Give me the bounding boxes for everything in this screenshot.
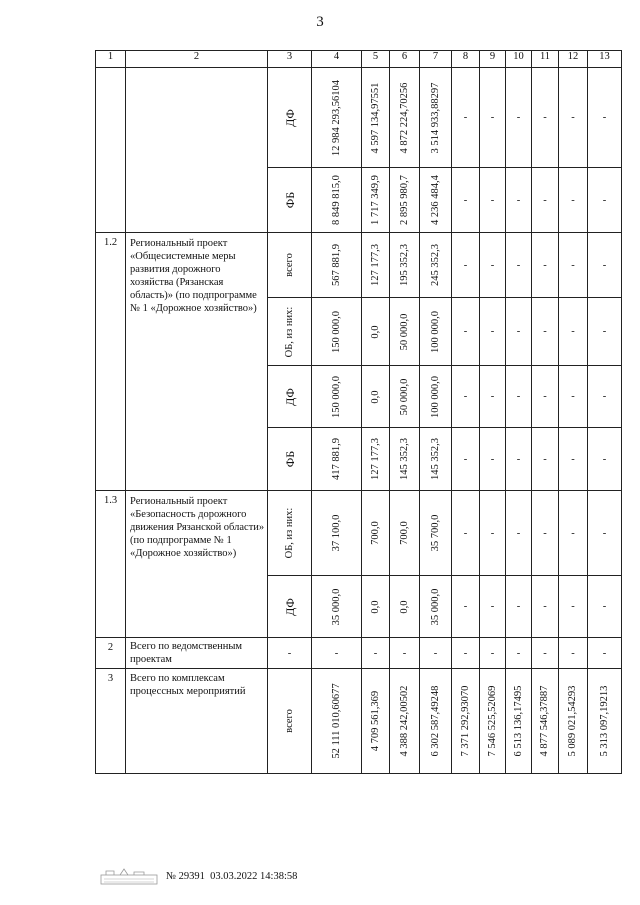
value-cell: 6 513 136,17495 — [506, 669, 532, 774]
dash-cell: - — [559, 638, 588, 669]
dash-cell: - — [532, 298, 559, 366]
dash-cell: - — [268, 638, 312, 669]
value-cell: 700,0 — [390, 491, 420, 576]
value-cell: 150 000,0 — [312, 298, 362, 366]
col-header: 5 — [362, 51, 390, 68]
dash-cell: - — [532, 576, 559, 638]
dash-cell: - — [559, 168, 588, 233]
col-header: 6 — [390, 51, 420, 68]
dash-cell: - — [559, 68, 588, 168]
value-cell: 6 302 587,49248 — [420, 669, 452, 774]
table-row — [96, 68, 622, 168]
value-cell: 145 352,3 — [390, 428, 420, 491]
value-cell: 2 895 980,7 — [390, 168, 420, 233]
dash-cell: - — [559, 298, 588, 366]
col-header: 7 — [420, 51, 452, 68]
source-cell: всего — [268, 233, 312, 298]
value-cell: 8 849 815,0 — [312, 168, 362, 233]
col-header: 4 — [312, 51, 362, 68]
table-row — [96, 638, 622, 669]
value-cell: 100 000,0 — [420, 298, 452, 366]
dash-cell: - — [532, 168, 559, 233]
dash-cell: - — [480, 68, 506, 168]
row-name: Региональный проект «Общесистемные меры развития дорожного хозяйства (Рязанская область)» (по подпрограмме № 1 «Дорожное хозяйство») — [126, 233, 268, 491]
value-cell: 4 872 224,70256 — [390, 68, 420, 168]
dash-cell: - — [532, 428, 559, 491]
dash-cell: - — [452, 428, 480, 491]
row-name: Всего по ведомственным проектам — [126, 638, 268, 669]
dash-cell: - — [506, 68, 532, 168]
value-cell: 50 000,0 — [390, 298, 420, 366]
dash-cell: - — [532, 491, 559, 576]
col-header: 10 — [506, 51, 532, 68]
source-cell: ОБ, из них: — [268, 298, 312, 366]
table-row — [96, 491, 622, 576]
dash-cell: - — [532, 366, 559, 428]
dash-cell: - — [588, 366, 622, 428]
value-cell: 4 597 134,97551 — [362, 68, 390, 168]
value-cell: 145 352,3 — [420, 428, 452, 491]
value-cell: 5 313 097,19213 — [588, 669, 622, 774]
source-cell: всего — [268, 669, 312, 774]
value-cell: 37 100,0 — [312, 491, 362, 576]
value-cell: 4 709 561,369 — [362, 669, 390, 774]
registry-stamp-icon — [100, 867, 158, 887]
dash-cell: - — [588, 168, 622, 233]
row-number: 1.3 — [96, 491, 126, 638]
value-cell: 245 352,3 — [420, 233, 452, 298]
source-cell: ДФ — [268, 576, 312, 638]
dash-cell: - — [452, 233, 480, 298]
footer-stamp-text: № 29391 03.03.2022 14:38:58 — [166, 871, 298, 882]
col-header: 2 — [126, 51, 268, 68]
value-cell: 50 000,0 — [390, 366, 420, 428]
dash-cell: - — [588, 68, 622, 168]
dash-cell: - — [390, 638, 420, 669]
source-cell: ФБ — [268, 428, 312, 491]
source-cell: ФБ — [268, 168, 312, 233]
dash-cell: - — [312, 638, 362, 669]
value-cell: 3 514 933,88297 — [420, 68, 452, 168]
dash-cell: - — [452, 491, 480, 576]
dash-cell: - — [480, 233, 506, 298]
dash-cell: - — [506, 638, 532, 669]
source-cell: ДФ — [268, 68, 312, 168]
page-number: 3 — [316, 14, 324, 30]
dash-cell: - — [506, 233, 532, 298]
dash-cell: - — [588, 298, 622, 366]
col-header: 9 — [480, 51, 506, 68]
dash-cell: - — [506, 298, 532, 366]
header-row — [96, 51, 622, 68]
value-cell: 7 371 292,93070 — [452, 669, 480, 774]
dash-cell: - — [480, 298, 506, 366]
value-cell: 1 717 349,9 — [362, 168, 390, 233]
row-name — [126, 68, 268, 233]
value-cell: 150 000,0 — [312, 366, 362, 428]
dash-cell: - — [506, 168, 532, 233]
col-header: 12 — [559, 51, 588, 68]
value-cell: 12 984 293,56104 — [312, 68, 362, 168]
dash-cell: - — [452, 298, 480, 366]
col-header: 11 — [532, 51, 559, 68]
value-cell: 4 388 242,00502 — [390, 669, 420, 774]
dash-cell: - — [452, 576, 480, 638]
value-cell: 5 089 021,54293 — [559, 669, 588, 774]
dash-cell: - — [362, 638, 390, 669]
row-name: Всего по комплексам процессных мероприятий — [126, 669, 268, 774]
col-header: 8 — [452, 51, 480, 68]
dash-cell: - — [532, 233, 559, 298]
value-cell: 7 546 525,52069 — [480, 669, 506, 774]
row-number: 2 — [96, 638, 126, 669]
value-cell: 567 881,9 — [312, 233, 362, 298]
value-cell: 4 236 484,4 — [420, 168, 452, 233]
dash-cell: - — [506, 428, 532, 491]
table-row — [96, 669, 622, 774]
col-header: 13 — [588, 51, 622, 68]
dash-cell: - — [452, 638, 480, 669]
value-cell: 127 177,3 — [362, 233, 390, 298]
value-cell: 52 111 010,60677 — [312, 669, 362, 774]
value-cell: 0,0 — [362, 576, 390, 638]
dash-cell: - — [452, 168, 480, 233]
dash-cell: - — [559, 576, 588, 638]
dash-cell: - — [420, 638, 452, 669]
value-cell: 700,0 — [362, 491, 390, 576]
dash-cell: - — [559, 233, 588, 298]
dash-cell: - — [532, 638, 559, 669]
dash-cell: - — [559, 366, 588, 428]
dash-cell: - — [559, 491, 588, 576]
value-cell: 35 000,0 — [420, 576, 452, 638]
row-number: 1.2 — [96, 233, 126, 491]
dash-cell: - — [506, 491, 532, 576]
dash-cell: - — [480, 168, 506, 233]
value-cell: 0,0 — [362, 298, 390, 366]
dash-cell: - — [506, 366, 532, 428]
dash-cell: - — [559, 428, 588, 491]
value-cell: 195 352,3 — [390, 233, 420, 298]
dash-cell: - — [480, 638, 506, 669]
value-cell: 35 000,0 — [312, 576, 362, 638]
value-cell: 0,0 — [362, 366, 390, 428]
source-cell: ДФ — [268, 366, 312, 428]
dash-cell: - — [480, 576, 506, 638]
dash-cell: - — [452, 366, 480, 428]
row-name: Региональный проект «Безопасность дорожного движения Рязанской области» (по подпрограмме № 1 «Дорожное хозяйство») — [126, 491, 268, 638]
dash-cell: - — [452, 68, 480, 168]
row-number — [96, 68, 126, 233]
dash-cell: - — [506, 576, 532, 638]
dash-cell: - — [480, 366, 506, 428]
dash-cell: - — [480, 428, 506, 491]
value-cell: 100 000,0 — [420, 366, 452, 428]
value-cell: 417 881,9 — [312, 428, 362, 491]
footer — [100, 867, 360, 887]
col-header: 3 — [268, 51, 312, 68]
value-cell: 127 177,3 — [362, 428, 390, 491]
dash-cell: - — [480, 491, 506, 576]
table-row — [96, 233, 622, 298]
dash-cell: - — [588, 428, 622, 491]
budget-table — [95, 50, 622, 774]
source-cell: ОБ, из них: — [268, 491, 312, 576]
col-header: 1 — [96, 51, 126, 68]
dash-cell: - — [588, 638, 622, 669]
value-cell: 35 700,0 — [420, 491, 452, 576]
dash-cell: - — [532, 68, 559, 168]
dash-cell: - — [588, 233, 622, 298]
row-number: 3 — [96, 669, 126, 774]
dash-cell: - — [588, 576, 622, 638]
dash-cell: - — [588, 491, 622, 576]
value-cell: 0,0 — [390, 576, 420, 638]
value-cell: 4 877 546,37887 — [532, 669, 559, 774]
